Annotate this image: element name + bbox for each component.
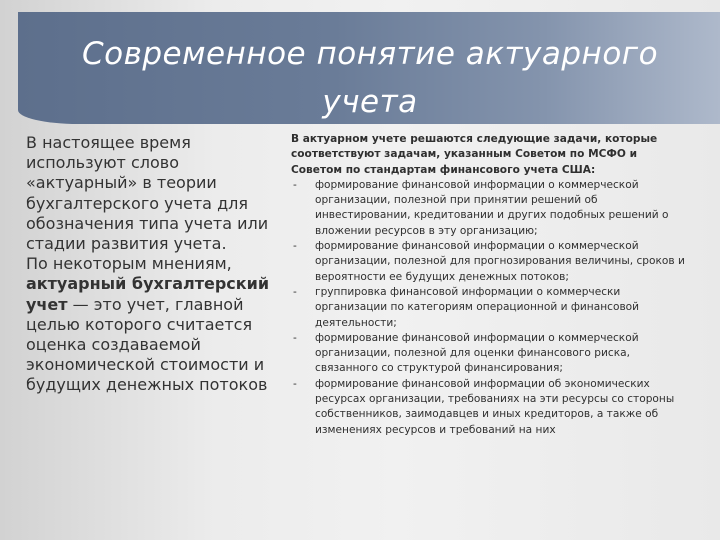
- bullet-dash: -: [293, 331, 297, 344]
- left-text-column: [26, 133, 278, 396]
- left-paragraph-2: [26, 254, 278, 395]
- tasks-list: [291, 178, 691, 438]
- right-text-column: [291, 132, 691, 438]
- left-paragraph-2-start: По некоторым мнениям,: [26, 254, 232, 274]
- actuarial-accounting-term: актуарный бухгалтерский учет: [26, 274, 270, 314]
- bullet-dash: -: [293, 178, 297, 191]
- title-line-1: Современное понятие актуарного: [81, 36, 659, 72]
- left-paragraph-1: В настоящее время используют слово «актуарный» в теории бухгалтерского учета для обозначения типа учета или стадии развития учета.: [26, 133, 269, 254]
- bullet-dash: -: [293, 377, 297, 390]
- left-paragraph-2-end: — это учет, главной целью которого считается оценка создаваемой экономической стоимости и будущих денежных потоков: [26, 294, 268, 395]
- list-item: [291, 178, 691, 239]
- list-item-text: группировка финансовой информации о коммерчески организации по категориям операционной и финансовой деятельности;: [315, 285, 640, 329]
- tasks-intro: В актуарном учете решаются следующие задачи, которые соответствуют задачам, указанным Советом по МСФО и Советом по стандартам финансового учета США:: [291, 133, 658, 176]
- bullet-dash: -: [293, 240, 297, 253]
- list-item-text: формирование финансовой информации о коммерческой организации, полезной при принятии решений об инвестировании, кредитовании и других подобных решений о вложении ресурсов в эту организацию;: [315, 178, 669, 237]
- list-item-text: формирование финансовой информации о коммерческой организации, полезной для прогнозирования величины, сроков и вероятности ее будущих денежных потоков;: [315, 240, 685, 283]
- title-line-2: учета: [322, 84, 418, 120]
- list-item-text: формирование финансовой информации о коммерческой организации, полезной для оценки финансового риска, связанного со структурой финансирования;: [315, 331, 639, 375]
- list-item: [291, 239, 691, 285]
- list-item: [291, 377, 691, 438]
- list-item: [291, 331, 691, 377]
- bullet-dash: -: [293, 285, 297, 298]
- slide-title: [40, 30, 700, 126]
- list-item: [291, 285, 691, 331]
- list-item-text: формирование финансовой информации об экономических ресурсах организации, требованиях на эти ресурсы со стороны собственников, заимодавцев и иных кредиторов, а также об изменениях ресурсов и требований на них: [315, 377, 675, 436]
